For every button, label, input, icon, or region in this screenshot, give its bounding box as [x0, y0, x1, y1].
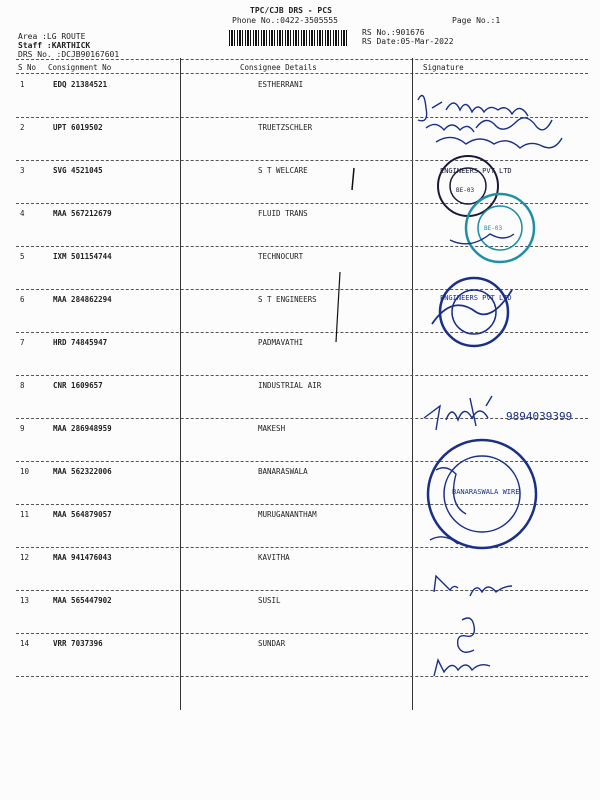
stamp-text-1: ENGINEERS PVT LTD: [440, 167, 512, 175]
staff-field: Staff :KARTHICK: [18, 41, 91, 50]
cell-consignee: SUSIL: [258, 596, 281, 605]
table-row: [0, 123, 600, 137]
row-divider: [16, 418, 588, 419]
cell-consignment: VRR 7037396: [53, 639, 103, 648]
cell-consignee: FLUID TRANS: [258, 209, 308, 218]
table-row: [0, 80, 600, 94]
col-signature: Signature: [423, 63, 464, 72]
row-divider: [16, 676, 588, 677]
col-consignment: Consignment No: [48, 63, 112, 72]
cell-sno: 3: [20, 166, 25, 175]
header-divider: [16, 59, 588, 60]
cell-consignee: INDUSTRIAL AIR: [258, 381, 322, 390]
cell-consignee: S T ENGINEERS: [258, 295, 317, 304]
cell-consignment: MAA 562322006: [53, 467, 112, 476]
stamp-text-1b: BE-03: [456, 187, 475, 194]
area-field: Area :LG ROUTE: [18, 32, 86, 41]
stamp-text-banaraswala: BANARASWALA WIRE: [452, 488, 520, 496]
cell-consignment: IXM 501154744: [53, 252, 112, 261]
cell-consignment: MAA 565447902: [53, 596, 112, 605]
phone-number: Phone No.:0422-3505555: [232, 16, 338, 25]
row-divider: [16, 461, 588, 462]
cell-consignee: ESTHERRANI: [258, 80, 304, 89]
rs-number: RS No.:901676: [362, 28, 425, 37]
row-divider: [16, 117, 588, 118]
stamp-text-3: ENGINEERS PVT LTD: [440, 294, 512, 302]
row-divider: [16, 633, 588, 634]
rs-date: RS Date:05-Mar-2022: [362, 37, 454, 46]
document-title: TPC/CJB DRS - PCS: [250, 6, 332, 15]
stamp-banaraswala: [428, 440, 536, 548]
cell-consignment: UPT 6019502: [53, 123, 103, 132]
col-consignee: Consignee Details: [240, 63, 317, 72]
table-row: [0, 639, 600, 653]
cell-consignment: MAA 567212679: [53, 209, 112, 218]
signature-row2b: [436, 137, 562, 148]
row-divider: [16, 590, 588, 591]
cell-consignee: S T WELCARE: [258, 166, 308, 175]
cell-consignment: EDQ 21384521: [53, 80, 108, 89]
table-row: [0, 338, 600, 352]
cell-sno: 6: [20, 295, 25, 304]
table-row: [0, 510, 600, 524]
cell-sno: 11: [20, 510, 30, 519]
cell-consignee: TRUETZSCHLER: [258, 123, 313, 132]
page-number: Page No.:1: [452, 16, 501, 25]
table-row: [0, 295, 600, 309]
signature-row14: [434, 660, 490, 676]
cell-sno: 4: [20, 209, 25, 218]
table-row: [0, 381, 600, 395]
cell-sno: 14: [20, 639, 30, 648]
col-sno: S No: [18, 63, 37, 72]
cell-consignee: PADMAVATHI: [258, 338, 304, 347]
cell-sno: 2: [20, 123, 25, 132]
row-divider: [16, 375, 588, 376]
stamp-text-2: BE-03: [484, 225, 503, 232]
row-divider: [16, 246, 588, 247]
cell-consignee: MURUGANANTHAM: [258, 510, 317, 519]
table-row: [0, 596, 600, 610]
cell-consignment: HRD 74845947: [53, 338, 108, 347]
table-row: [0, 209, 600, 223]
row-divider: [16, 289, 588, 290]
cell-sno: 1: [20, 80, 25, 89]
cell-consignment: SVG 4521045: [53, 166, 103, 175]
cell-sno: 8: [20, 381, 25, 390]
table-row: [0, 467, 600, 481]
handwritten-phone: 9894039399: [506, 410, 573, 423]
barcode: [229, 30, 347, 46]
cell-sno: 9: [20, 424, 25, 433]
header-divider-bottom: [16, 73, 588, 74]
cell-sno: 13: [20, 596, 30, 605]
cell-consignee: TECHNOCURT: [258, 252, 304, 261]
row-divider: [16, 504, 588, 505]
row-divider: [16, 547, 588, 548]
cell-consignee: SUNDAR: [258, 639, 286, 648]
cell-consignment: MAA 941476043: [53, 553, 112, 562]
cell-sno: 10: [20, 467, 30, 476]
cell-consignment: MAA 284862294: [53, 295, 112, 304]
table-row: [0, 166, 600, 180]
table-row: [0, 252, 600, 266]
cell-consignee: BANARASWALA: [258, 467, 308, 476]
cell-sno: 5: [20, 252, 25, 261]
stamp-st-engineers-1: [438, 156, 498, 216]
row-divider: [16, 203, 588, 204]
cell-consignment: CNR 1609657: [53, 381, 103, 390]
cell-consignee: MAKESH: [258, 424, 286, 433]
signature-row12: [434, 576, 512, 596]
cell-sno: 12: [20, 553, 30, 562]
table-row: [0, 424, 600, 438]
cell-consignee: KAVITHA: [258, 553, 290, 562]
cell-sno: 7: [20, 338, 25, 347]
drs-number: DRS No. :DCJB90167601: [18, 50, 120, 59]
row-divider: [16, 332, 588, 333]
row-divider: [16, 160, 588, 161]
cell-consignment: MAA 286948959: [53, 424, 112, 433]
cell-consignment: MAA 564879057: [53, 510, 112, 519]
table-row: [0, 553, 600, 567]
